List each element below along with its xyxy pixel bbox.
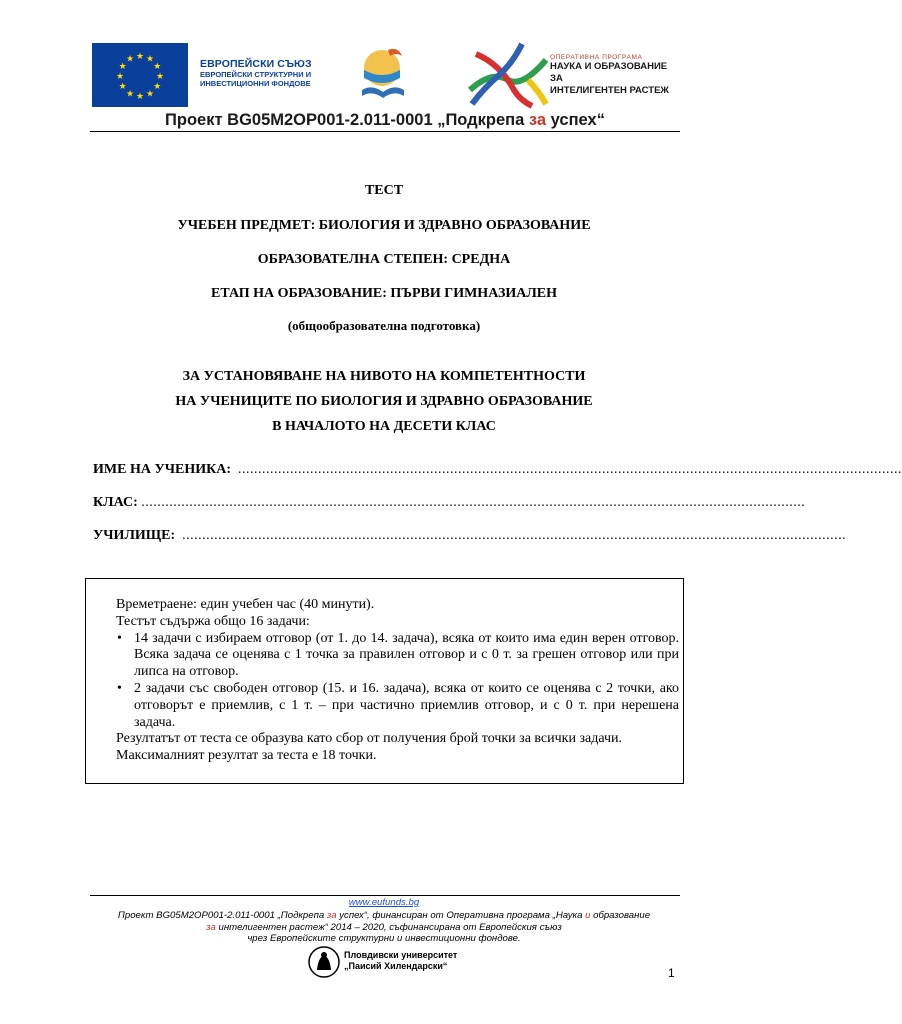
op-title-1: НАУКА И ОБРАЗОВАНИЕ ЗА	[550, 61, 668, 84]
university-line-1: Пловдивски университет	[344, 950, 458, 960]
eufunds-link[interactable]: www.eufunds.bg	[348, 897, 420, 908]
footer-divider	[90, 895, 680, 896]
class-field[interactable]	[93, 495, 806, 511]
footer-l1-za: за	[326, 910, 337, 921]
svg-text:★: ★	[125, 54, 135, 65]
page-number: 1	[668, 966, 675, 980]
student-name-dots: ......................................................................................................................................................................	[238, 462, 902, 477]
footer-l1-c: образование	[590, 910, 651, 921]
university-logo	[308, 946, 468, 978]
svg-text:★: ★	[145, 54, 155, 65]
training-note: (общообразователна подготовка)	[287, 318, 481, 333]
max-score-text: Максималният резултат за теста е 18 точки.	[116, 748, 377, 764]
class-label: КЛАС:	[93, 495, 138, 510]
footer-line-3: чрез Европейските структурни и инвестиционни фондове.	[247, 933, 521, 944]
university-emblem-icon	[308, 946, 340, 978]
duration-text: Времетраене: един учебен час (40 минути).	[116, 597, 375, 612]
svg-text:★: ★	[135, 92, 145, 102]
footer-line-2	[80, 922, 688, 934]
footer-l2-b: интелигентен растеж“ 2014 – 2020, съфинансирана от Европейския съюз	[215, 922, 562, 933]
project-prefix: Проект BG05M2OP001-2.011-0001 „Подкрепа	[165, 111, 529, 129]
contains-text: Тестът съдържа общо 16 задачи:	[116, 613, 310, 629]
op-title-2: ИНТЕЛИГЕНТЕН РАСТЕЖ	[550, 85, 670, 96]
svg-text:★: ★	[153, 62, 162, 72]
university-name	[344, 950, 457, 972]
project-za: за	[528, 111, 547, 129]
degree-heading: ОБРАЗОВАТЕЛНА СТЕПЕН: СРЕДНА	[257, 252, 511, 267]
doc-title-test: ТЕСТ	[364, 183, 404, 198]
svg-text:★: ★	[115, 72, 125, 82]
student-name-field[interactable]	[93, 462, 902, 478]
result-text: Резултатът от теста се образува като сбор от получения брой точки за всички задачи.	[116, 731, 623, 747]
university-line-2: „Паисий Хилендарски“	[344, 961, 448, 971]
project-suffix: успех“	[546, 111, 605, 129]
instructions-box	[85, 578, 684, 784]
footer-l1-i: и	[585, 910, 591, 921]
task-bullet-open-answer: • 2 задачи със свободен отговор (15. и 16. задача), всяка от които се оценява с 2 точки, ако отговорът е приемлив, с 1 т. – при частично приемлив отговор, и с 0 т. при нерешена задача.	[134, 681, 679, 731]
purpose-line-2: НА УЧЕНИЦИТЕ ПО БИОЛОГИЯ И ЗДРАВНО ОБРАЗОВАНИЕ	[175, 394, 593, 409]
purpose-line-1: ЗА УСТАНОВЯВАНЕ НА НИВОТО НА КОМПЕТЕНТНОСТИ	[182, 369, 586, 384]
purpose-line-3: В НАЧАЛОТО НА ДЕСЕТИ КЛАС	[272, 419, 496, 434]
school-field[interactable]	[93, 528, 847, 544]
op-small-label: ОПЕРАТИВНА ПРОГРАМА	[550, 54, 643, 61]
svg-text:★: ★	[155, 72, 165, 82]
svg-text:★: ★	[153, 82, 162, 92]
instructions-content	[116, 597, 679, 765]
class-dots: ......................................................................................................................................................................	[141, 495, 806, 510]
school-dots: ......................................................................................................................................................................	[182, 528, 847, 543]
subject-heading: УЧЕБЕН ПРЕДМЕТ: БИОЛОГИЯ И ЗДРАВНО ОБРАЗОВАНИЕ	[177, 218, 591, 233]
eu-subtitle-2: ИНВЕСТИЦИОННИ ФОНДОВЕ	[200, 79, 311, 88]
footer-l2-za: за	[206, 922, 216, 933]
book-globe-logo-icon	[352, 44, 414, 106]
svg-text:★: ★	[125, 89, 135, 100]
footer-line-1	[80, 910, 688, 922]
task-list	[116, 631, 679, 732]
footer-l1-a: Проект BG05M2OP001-2.011-0001 „Подкрепа	[117, 910, 327, 921]
eu-subtitle-1: ЕВРОПЕЙСКИ СТРУКТУРНИ И	[200, 70, 312, 79]
eu-title: ЕВРОПЕЙСКИ СЪЮЗ	[200, 58, 312, 70]
header-divider	[90, 131, 680, 132]
operational-program-logo-icon	[462, 40, 552, 110]
student-name-label: ИМЕ НА УЧЕНИКА:	[93, 462, 232, 477]
svg-text:★: ★	[135, 52, 145, 62]
svg-text:★: ★	[145, 89, 155, 100]
header-logos	[90, 40, 680, 110]
school-label: УЧИЛИЩЕ:	[93, 528, 176, 543]
svg-text:★: ★	[118, 62, 127, 72]
eu-caption	[200, 58, 312, 88]
project-title	[90, 111, 680, 130]
footer-l1-b: успех“, финансиран от Оперативна програма „Наука	[336, 910, 586, 921]
svg-text:★: ★	[118, 82, 127, 92]
task-bullet-multiple-choice: • 14 задачи с избираем отговор (от 1. до 14. задача), всяка от които има един верен отговор. Всяка задача се оценява с 1 точка за правилен отговор и с 0 т. за грешен отговор или при липса на отговор.	[134, 631, 679, 681]
eu-flag-icon	[92, 43, 188, 107]
stage-heading: ЕТАП НА ОБРАЗОВАНИЕ: ПЪРВИ ГИМНАЗИАЛЕН	[210, 286, 557, 301]
operational-program-caption	[550, 54, 680, 97]
footer-link-line	[80, 897, 688, 909]
